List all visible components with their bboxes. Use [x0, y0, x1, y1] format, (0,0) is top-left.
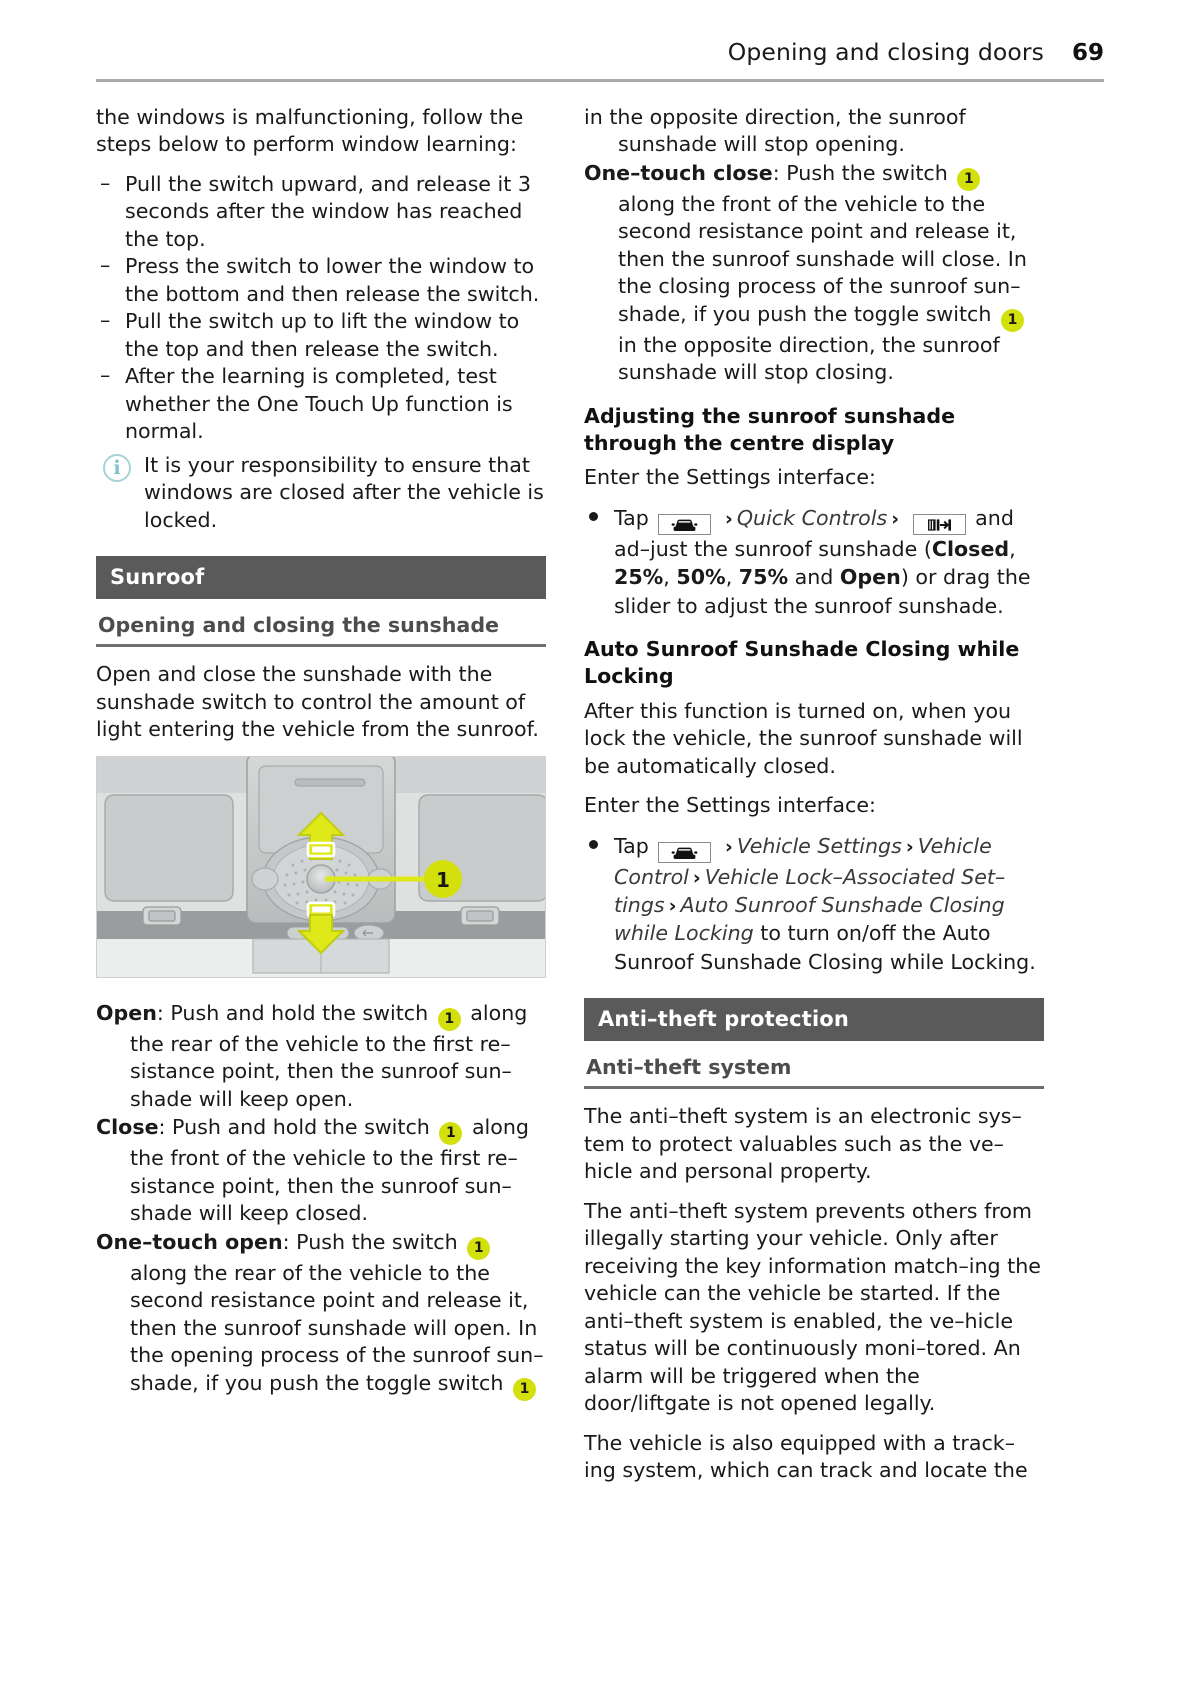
overhead-console-sunroof-switch-illustration	[96, 756, 546, 978]
settings-path-segment: Quick Controls	[736, 505, 888, 530]
heading-auto-sunroof-sunshade-closing: Auto Sunroof Sunshade Closing while Locking	[584, 637, 1020, 688]
callout-badge-1: 1	[439, 1122, 462, 1145]
callout-badge-1-second: 1	[513, 1378, 536, 1401]
definition-term: One–touch close	[584, 160, 773, 185]
callout-badge-1: 1	[957, 168, 980, 191]
intro-paragraph: the windows is malfunctioning, follow the steps below to perform window learning:	[96, 105, 524, 157]
car-front-icon[interactable]	[658, 842, 711, 863]
info-note	[96, 452, 546, 534]
definition-tail: along the rear of the vehicle to the second resistance point and release it, then the sunroof sunshade will open. In the opening process of the sunroof sun–shade, if you push the toggle switch	[130, 1260, 544, 1395]
tap-tail: to turn on/off the Auto Sunroof Sunshade Closing while Locking.	[614, 921, 1036, 974]
header-title: Opening and closing doors	[727, 38, 1044, 66]
tap-tail-a: and ad–just the sunroof sunshade (	[614, 505, 1014, 561]
settings-path-list-1	[584, 504, 1044, 620]
dash-marker: –	[100, 253, 111, 278]
list-item	[96, 171, 546, 253]
definition-close	[96, 1114, 546, 1227]
dash-marker: –	[100, 170, 111, 195]
settings-path-segment: Vehicle Settings	[736, 833, 902, 858]
heading-adjust-via-centre-display: Adjusting the sunroof sunshade through the centre display	[584, 403, 956, 455]
path-separator-icon: ›	[724, 507, 733, 530]
settings-path-segment: Vehicle Control	[614, 833, 992, 889]
definition-lead: : Push and hold the switch	[156, 1000, 429, 1025]
header-divider	[96, 79, 1104, 82]
definition-one-touch-open	[96, 1229, 546, 1401]
option-50: 50%	[676, 565, 726, 590]
auto-closing-body: After this function is turned on, when you lock the vehicle, the sunroof sunshade will be automatically closed.	[584, 698, 1023, 778]
step-text: Pull the switch upward, and release it 3 seconds after the window has reached the top.	[125, 171, 531, 251]
list-item	[584, 832, 1044, 977]
definition-tail: along the front of the vehicle to the first re–sistance point, then the sunroof sun–shade will keep closed.	[130, 1115, 530, 1226]
two-column-body	[96, 104, 1106, 1497]
section-heading-sunroof: Sunroof	[96, 556, 546, 599]
settings-path-segment: Vehicle Lock–Associated Set–tings	[614, 864, 1006, 917]
anti-theft-paragraph-3: The vehicle is also equipped with a track–ing system, which can track and locate the	[584, 1430, 1028, 1483]
definition-lead: : Push and hold the switch	[158, 1115, 430, 1140]
dash-marker: –	[100, 363, 111, 388]
path-separator-icon: ›	[905, 835, 914, 858]
path-separator-icon: ›	[692, 866, 701, 889]
definition-open	[96, 1000, 546, 1113]
continued-paragraph: in the opposite direction, the sunroof sunshade will stop opening.	[584, 105, 966, 157]
car-front-icon[interactable]	[658, 514, 711, 535]
page-number: 69	[1071, 40, 1104, 66]
opt-sep: and	[788, 565, 840, 590]
path-separator-icon: ›	[724, 835, 733, 858]
list-item	[96, 308, 546, 363]
subsection-heading-opening-closing-sunshade: Opening and closing the sunshade	[96, 599, 546, 647]
sunshade-intro-paragraph: Open and close the sunshade with the sunshade switch to control the amount of light entering the vehicle from the sunroof.	[96, 662, 539, 742]
definition-tail: along the rear of the vehicle to the first re–sistance point, then the sunroof sun–shade will keep open.	[130, 1000, 528, 1111]
sunroof-panel-icon[interactable]	[913, 514, 966, 535]
option-open: Open	[839, 565, 901, 590]
settings-path-segment: Auto Sunroof Sunshade Closing while Locking	[614, 892, 1005, 946]
info-note-text: It is your responsibility to ensure that windows are closed after the vehicle is locked.	[144, 452, 544, 532]
option-closed: Closed	[931, 536, 1010, 561]
definition-tail-2: in the opposite direction, the sunroof sunshade will stop closing.	[618, 332, 1000, 385]
opt-sep: ,	[1009, 536, 1016, 561]
settings-path-list-2	[584, 832, 1044, 977]
enter-settings-text-1: Enter the Settings interface:	[584, 465, 876, 490]
option-75: 75%	[738, 565, 789, 590]
window-learning-steps	[96, 171, 546, 446]
opt-sep: ,	[725, 565, 739, 590]
path-separator-icon: ›	[891, 507, 900, 530]
tap-tail-b: ) or drag the slider to adjust the sunroof sunshade.	[614, 565, 1031, 618]
definition-term: One–touch open	[96, 1229, 283, 1254]
bullet-marker	[589, 840, 598, 849]
anti-theft-paragraph-2: The anti–theft system prevents others from illegally starting your vehicle. Only after receiving the key information match–ing the vehicle can the vehicle be started. If the anti–theft system is enabled, the ve–hicle status will be continuously moni–tored. An alarm will be triggered when the door/liftgate is not opened legally.	[584, 1198, 1041, 1416]
console-diagram-svg	[97, 757, 545, 977]
list-item	[96, 363, 546, 445]
section-heading-anti-theft-protection: Anti–theft protection	[584, 998, 1044, 1041]
list-item	[96, 253, 546, 308]
definition-term: Close	[96, 1115, 159, 1140]
page-header	[96, 38, 1104, 66]
option-25: 25%	[614, 565, 664, 590]
left-column	[96, 104, 546, 1497]
info-circle-icon: i	[103, 454, 131, 482]
figure-callout-1: 1	[436, 867, 450, 892]
definition-term: Open	[96, 1000, 157, 1025]
definition-lead: : Push the switch	[772, 160, 948, 185]
callout-badge-1-second: 1	[1001, 309, 1024, 332]
path-separator-icon: ›	[668, 894, 677, 917]
step-text: After the learning is completed, test whether the One Touch Up function is normal.	[125, 364, 513, 444]
step-text: Press the switch to lower the window to the bottom and then release the switch.	[125, 254, 540, 306]
callout-badge-1: 1	[438, 1008, 461, 1031]
bullet-marker	[589, 512, 598, 521]
definition-lead: : Push the switch	[282, 1229, 458, 1254]
definition-one-touch-close	[584, 160, 1044, 387]
definition-tail: along the front of the vehicle to the second resistance point and release it, then the sunroof sunshade will close. In the closing process of the sunroof sun–shade, if you push the toggle switch	[618, 191, 1027, 326]
enter-settings-text-2: Enter the Settings interface:	[584, 793, 876, 818]
tap-label: Tap	[614, 833, 649, 858]
step-text: Pull the switch up to lift the window to the top and then release the switch.	[125, 309, 520, 361]
anti-theft-paragraph-1: The anti–theft system is an electronic sys–tem to protect valuables such as the ve–hicle and personal property.	[584, 1104, 1022, 1184]
subsection-heading-anti-theft-system: Anti–theft system	[584, 1041, 1044, 1089]
dash-marker: –	[100, 308, 111, 333]
tap-label: Tap	[614, 505, 649, 530]
right-column	[584, 104, 1044, 1497]
list-item	[584, 504, 1044, 620]
opt-sep: ,	[663, 565, 677, 590]
callout-badge-1: 1	[467, 1237, 490, 1260]
